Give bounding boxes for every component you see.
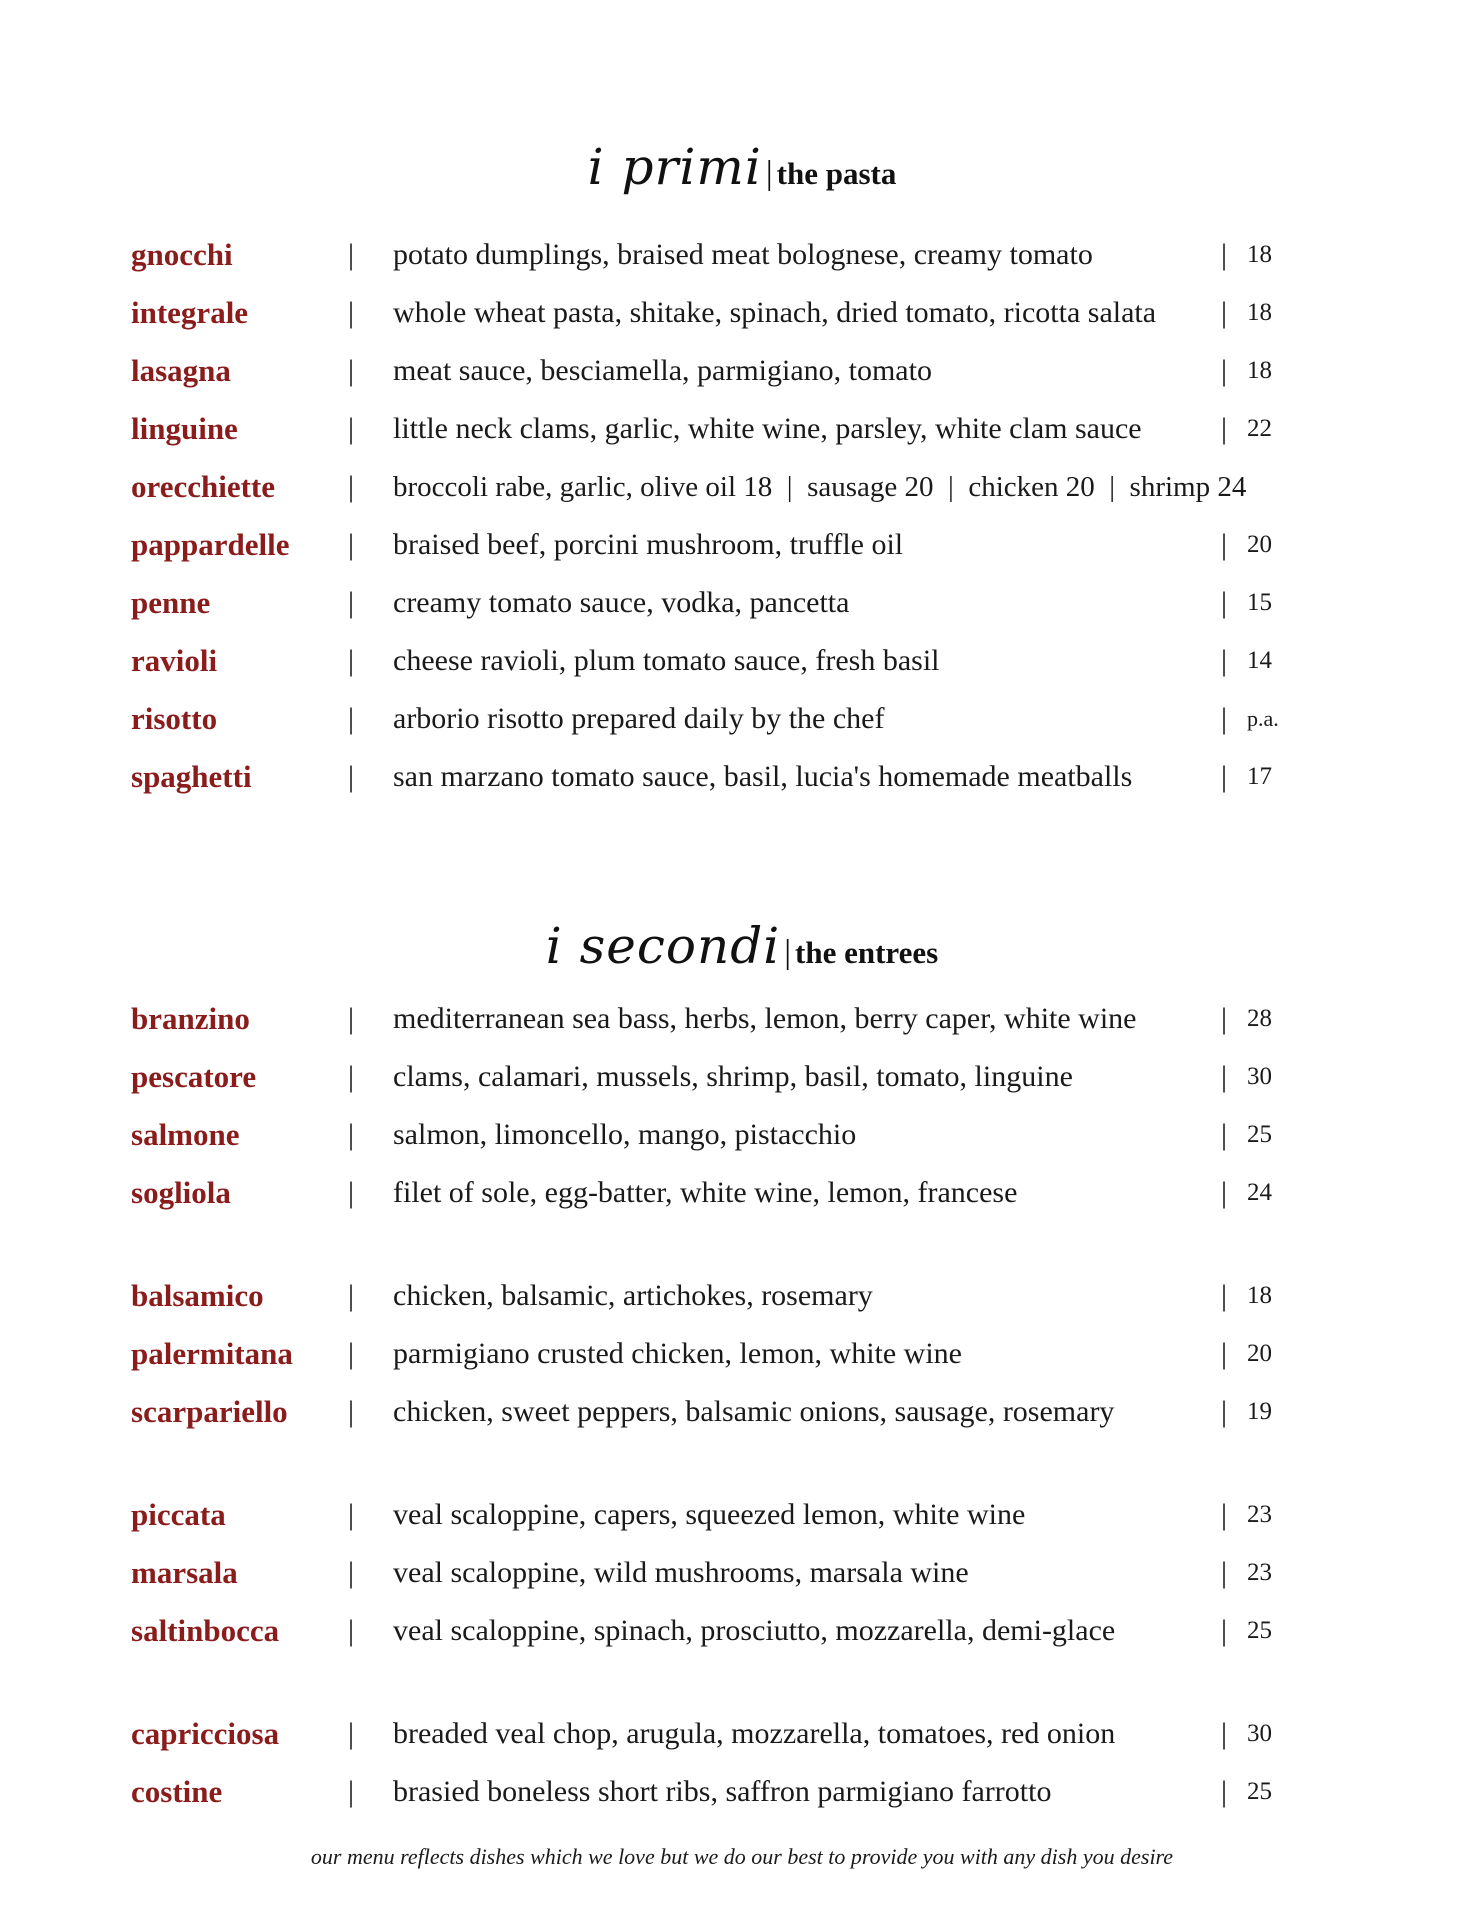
dish-description: mediterranean sea bass, herbs, lemon, berry caper, white wine [393,1002,1137,1035]
dish-description: broccoli rabe, garlic, olive oil 18 | sausage 20 | chicken 20 | shrimp 24 [393,471,1247,503]
dish-price: 30 [1247,1063,1272,1090]
column-separator: | [348,1395,355,1428]
column-separator: | [348,1614,355,1647]
dish-name: branzino [131,1001,250,1036]
menu-row [0,1115,1484,1173]
dish-name: pescatore [131,1059,257,1094]
dish-price: 23 [1247,1501,1272,1528]
price-separator: | [1221,528,1228,561]
dish-price: p.a. [1247,706,1279,731]
column-separator: | [348,296,355,329]
dish-description: brasied boneless short ribs, saffron parmigiano farrotto [393,1775,1052,1808]
column-separator: | [348,412,355,445]
menu-row [0,1553,1484,1611]
dish-name: salmone [131,1117,240,1152]
price-separator: | [1221,1717,1228,1750]
dish-name: pappardelle [131,527,290,562]
menu-row [0,467,1484,525]
price-separator: | [1221,1337,1228,1370]
column-separator: | [348,1279,355,1312]
price-separator: | [1221,296,1228,329]
dish-price: 24 [1247,1179,1272,1206]
column-separator: | [348,702,355,735]
dish-price: 17 [1247,763,1272,790]
menu-row [0,525,1484,583]
dish-price: 18 [1247,299,1272,326]
price-separator: | [1221,1395,1228,1428]
column-separator: | [348,1556,355,1589]
menu-row [0,1173,1484,1231]
dish-name: balsamico [131,1278,264,1313]
dish-name: lasagna [131,353,231,388]
dish-price: 18 [1247,1282,1272,1309]
column-separator: | [348,1176,355,1209]
menu-row [0,1495,1484,1553]
menu-row [0,583,1484,641]
secondi-heading-separator: | [784,934,792,971]
price-separator: | [1221,238,1228,271]
dish-price: 23 [1247,1559,1272,1586]
price-separator: | [1221,1498,1228,1531]
primi-heading-separator: | [765,155,773,192]
dish-description: little neck clams, garlic, white wine, parsley, white clam sauce [393,412,1142,445]
dish-name: capricciosa [131,1716,280,1751]
dish-price: 30 [1247,1720,1272,1747]
dish-description: arborio risotto prepared daily by the chef [393,702,885,735]
column-separator: | [348,586,355,619]
dish-price: 18 [1247,357,1272,384]
secondi-heading [0,917,1484,975]
price-separator: | [1221,1060,1228,1093]
menu-row [0,757,1484,815]
price-separator: | [1221,1176,1228,1209]
dish-price: 25 [1247,1617,1272,1644]
dish-description: veal scaloppine, capers, squeezed lemon, white wine [393,1498,1026,1531]
price-separator: | [1221,644,1228,677]
primi-script-title: i primi [587,138,762,196]
dish-description: meat sauce, besciamella, parmigiano, tomato [393,354,932,387]
dish-name: linguine [131,411,238,446]
dish-description: san marzano tomato sauce, basil, lucia's homemade meatballs [393,760,1133,793]
dish-name: marsala [131,1555,238,1590]
column-separator: | [348,1498,355,1531]
column-separator: | [348,760,355,793]
menu-row [0,293,1484,351]
dish-description: potato dumplings, braised meat bolognese, creamy tomato [393,238,1093,271]
dish-name: orecchiette [131,469,275,504]
dish-description: creamy tomato sauce, vodka, pancetta [393,586,850,619]
column-separator: | [348,644,355,677]
dish-name: spaghetti [131,759,252,794]
dish-price: 25 [1247,1121,1272,1148]
dish-name: ravioli [131,643,218,678]
dish-price: 25 [1247,1778,1272,1805]
menu-row [0,235,1484,293]
menu-row [0,1334,1484,1392]
menu-row [0,1276,1484,1334]
price-separator: | [1221,354,1228,387]
price-separator: | [1221,586,1228,619]
dish-description: veal scaloppine, wild mushrooms, marsala wine [393,1556,969,1589]
menu-row [0,1611,1484,1669]
dish-price: 14 [1247,647,1272,674]
dish-name: gnocchi [131,237,233,272]
column-separator: | [348,1118,355,1151]
price-separator: | [1221,1556,1228,1589]
column-separator: | [348,1717,355,1750]
secondi-script-title: i secondi [545,917,781,975]
menu-row [0,409,1484,467]
footer-note: our menu reflects dishes which we love but we do our best to provide you with any dish you desire [310,1844,1174,1869]
column-separator: | [348,470,355,503]
dish-description: veal scaloppine, spinach, prosciutto, mozzarella, demi-glace [393,1614,1116,1647]
dish-name: integrale [131,295,249,330]
column-separator: | [348,354,355,387]
dish-description: whole wheat pasta, shitake, spinach, dried tomato, ricotta salata [393,296,1157,329]
dish-description: clams, calamari, mussels, shrimp, basil, tomato, linguine [393,1060,1073,1093]
dish-price: 28 [1247,1005,1272,1032]
menu-row [0,641,1484,699]
menu-row [0,1714,1484,1772]
dish-price: 22 [1247,415,1272,442]
dish-description: cheese ravioli, plum tomato sauce, fresh basil [393,644,940,677]
dish-description: chicken, balsamic, artichokes, rosemary [393,1279,873,1312]
primi-heading [0,138,1484,196]
column-separator: | [348,528,355,561]
dish-price: 15 [1247,589,1272,616]
menu-row [0,999,1484,1057]
dish-description: braised beef, porcini mushroom, truffle oil [393,528,904,561]
dish-description: parmigiano crusted chicken, lemon, white wine [393,1337,962,1370]
column-separator: | [348,1002,355,1035]
price-separator: | [1221,1118,1228,1151]
dish-description: chicken, sweet peppers, balsamic onions, sausage, rosemary [393,1395,1115,1428]
menu-row [0,1392,1484,1450]
price-separator: | [1221,760,1228,793]
price-separator: | [1221,412,1228,445]
dish-name: saltinbocca [131,1613,280,1648]
price-separator: | [1221,702,1228,735]
price-separator: | [1221,1002,1228,1035]
primi-subtitle: the pasta [776,156,897,191]
dish-name: costine [131,1774,223,1809]
menu-row [0,1057,1484,1115]
dish-price: 18 [1247,241,1272,268]
dish-price: 20 [1247,531,1272,558]
price-separator: | [1221,1279,1228,1312]
dish-name: piccata [131,1497,226,1532]
menu-row [0,699,1484,757]
column-separator: | [348,238,355,271]
secondi-subtitle: the entrees [795,935,939,970]
dish-name: palermitana [131,1336,293,1371]
dish-description: filet of sole, egg-batter, white wine, lemon, francese [393,1176,1018,1209]
menu-row [0,351,1484,409]
dish-price: 19 [1247,1398,1272,1425]
column-separator: | [348,1060,355,1093]
dish-name: sogliola [131,1175,231,1210]
price-separator: | [1221,1614,1228,1647]
column-separator: | [348,1337,355,1370]
menu-row [0,1772,1484,1830]
dish-name: risotto [131,701,218,736]
dish-name: penne [131,585,211,620]
dish-description: breaded veal chop, arugula, mozzarella, tomatoes, red onion [393,1717,1116,1750]
price-separator: | [1221,1775,1228,1808]
dish-description: salmon, limoncello, mango, pistacchio [393,1118,857,1151]
dish-price: 20 [1247,1340,1272,1367]
column-separator: | [348,1775,355,1808]
dish-name: scarpariello [131,1394,288,1429]
